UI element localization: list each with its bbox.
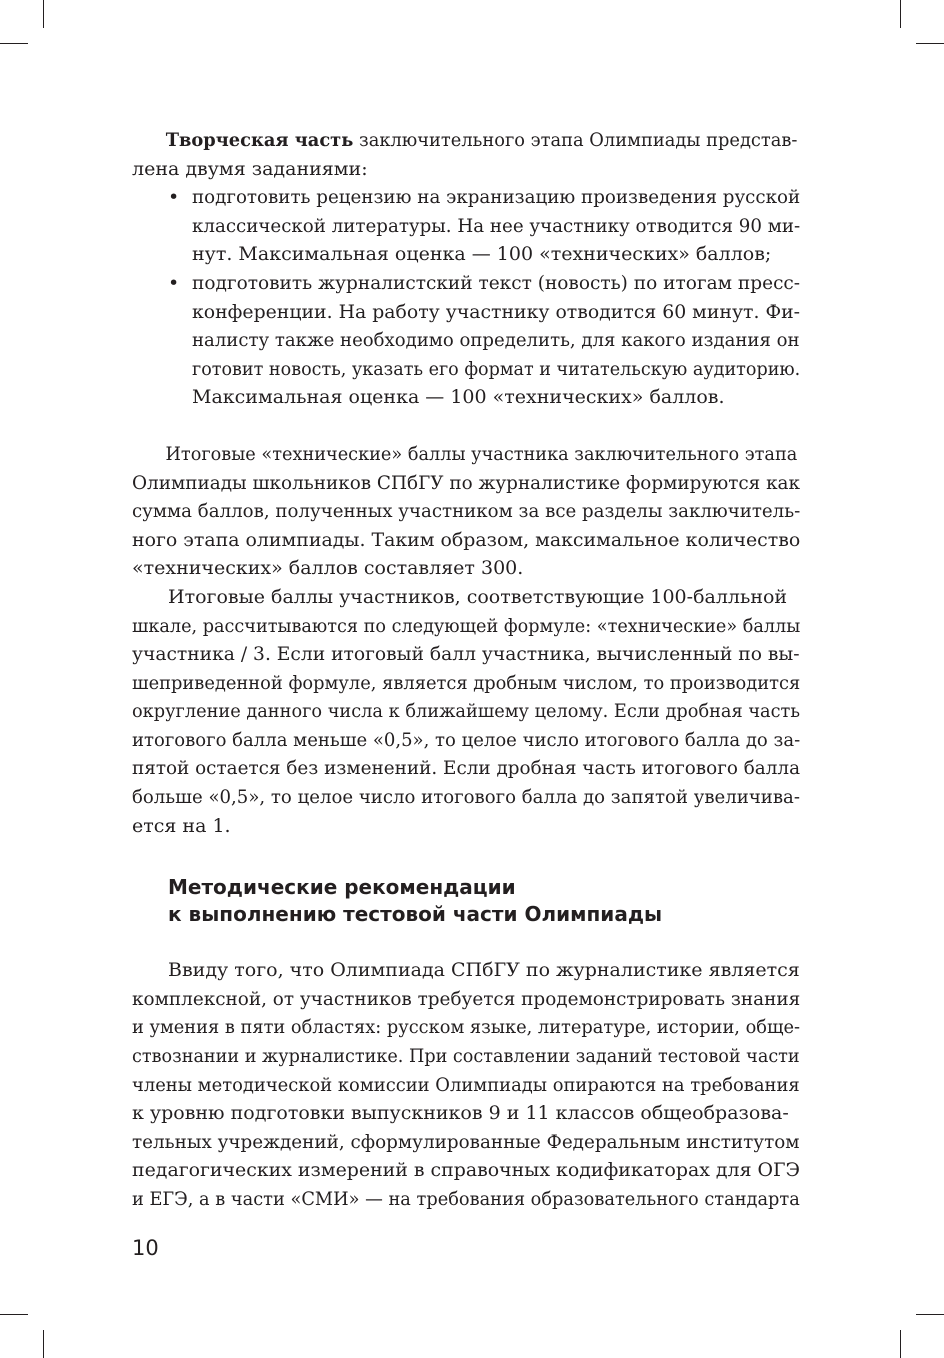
page-number: 10: [132, 1236, 159, 1260]
creative-part-lead-rest: заключительного этапа Олимпиады представ-: [353, 129, 798, 151]
paragraph-line: ется на 1.: [132, 814, 231, 837]
paragraph-line: пятой остается без изменений. Если дробная часть итогового балла: [132, 757, 801, 780]
final-scores-paragraph: [132, 583, 800, 840]
list-item-line: налисту также необходимо определить, для какого издания он: [192, 329, 800, 352]
page-body: [132, 126, 800, 1214]
paragraph-line: больше «0,5», то целое число итогового балла до запятой увеличива-: [132, 786, 800, 809]
list-item-line: готовит новость, указать его формат и читательскую аудиторию.: [192, 357, 801, 380]
paragraph-line: Итоговые «технические» баллы участника заключительного этапа: [165, 442, 798, 465]
paragraph-line: сумма баллов, полученных участником за все разделы заключитель-: [132, 500, 801, 523]
paragraph-line: и ЕГЭ, а в части «СМИ» — на требования образовательного стандарта: [132, 1188, 800, 1210]
section-heading: [132, 874, 800, 928]
paragraph-spacer: [132, 412, 800, 440]
paragraph-line: члены методической комиссии Олимпиады опираются на требования: [132, 1073, 800, 1096]
crop-mark-top-right-horizontal: [916, 43, 944, 44]
paragraph-line: Итоговые баллы участников, соответствующие 100-балльной: [168, 585, 788, 608]
paragraph-line: итогового балла меньше «0,5», то целое число итогового балла до за-: [132, 728, 801, 751]
crop-mark-bottom-left-horizontal: [0, 1314, 28, 1315]
crop-mark-bottom-right-horizontal: [916, 1314, 944, 1315]
paragraph-line: Олимпиады школьников СПбГУ по журналистике формируются как: [132, 471, 800, 494]
paragraph-line: шеприведенной формуле, является дробным числом, то производится: [132, 671, 801, 694]
bullet-icon: •: [168, 186, 180, 209]
paragraph-line: тельных учреждений, сформулированные Федеральным институтом: [132, 1130, 800, 1153]
paragraph-line: шкале, рассчитываются по следующей формуле: «технические» баллы: [132, 614, 801, 637]
list-item: [132, 269, 800, 412]
paragraph-line: округление данного числа к ближайшему целому. Если дробная часть: [132, 700, 800, 723]
paragraph-line: к уровню подготовки выпускников 9 и 11 классов общеобразова-: [132, 1102, 789, 1125]
section-heading-line: к выполнению тестовой части Олимпиады: [168, 902, 663, 927]
paragraph-line: ного этапа олимпиады. Таким образом, максимальное количество: [132, 528, 801, 551]
paragraph-line: ствознании и журналистике. При составлении заданий тестовой части: [132, 1045, 800, 1068]
paragraph-line: Ввиду того, что Олимпиада СПбГУ по журналистике является: [168, 959, 800, 982]
list-item-line: Максимальная оценка — 100 «технических» баллов.: [192, 386, 725, 409]
list-item-line: классической литературы. На нее участнику отводится 90 ми-: [192, 214, 801, 237]
crop-mark-bottom-right-vertical: [900, 1330, 901, 1358]
crop-mark-bottom-left-vertical: [43, 1330, 44, 1358]
list-item-line: конференции. На работу участнику отводится 60 минут. Фи-: [192, 300, 801, 323]
crop-mark-top-right-vertical: [900, 0, 901, 28]
paragraph-line: «технических» баллов составляет 300.: [132, 557, 524, 580]
paragraph-line: [132, 126, 834, 155]
paragraph-line: комплексной, от участников требуется продемонстрировать знания: [132, 987, 801, 1010]
bullet-icon: •: [168, 271, 180, 294]
paragraph-line: педагогических измерений в справочных кодификаторах для ОГЭ: [132, 1159, 801, 1182]
list-item-line: нут. Максимальная оценка — 100 «технических» баллов;: [192, 243, 772, 266]
paragraph-line: и умения в пяти областях: русском языке, литературе, истории, обще-: [132, 1016, 801, 1039]
list-item-line: подготовить журналистский текст (новость) по итогам пресс-: [192, 271, 801, 294]
creative-part-paragraph: [132, 126, 800, 412]
crop-mark-top-left-vertical: [43, 0, 44, 28]
technical-scores-paragraph: [132, 440, 800, 583]
section-heading-line: Методические рекомендации: [168, 875, 516, 900]
list-item: [132, 183, 800, 269]
paragraph-line: участника / 3. Если итоговый балл участника, вычисленный по вы-: [132, 643, 800, 666]
paragraph-line: лена двумя заданиями:: [132, 157, 368, 180]
list-item-line: подготовить рецензию на экранизацию произведения русской: [192, 186, 801, 209]
crop-mark-top-left-horizontal: [0, 43, 28, 44]
creative-part-lead: Творческая часть: [165, 129, 354, 151]
methodology-paragraph: [132, 956, 800, 1213]
